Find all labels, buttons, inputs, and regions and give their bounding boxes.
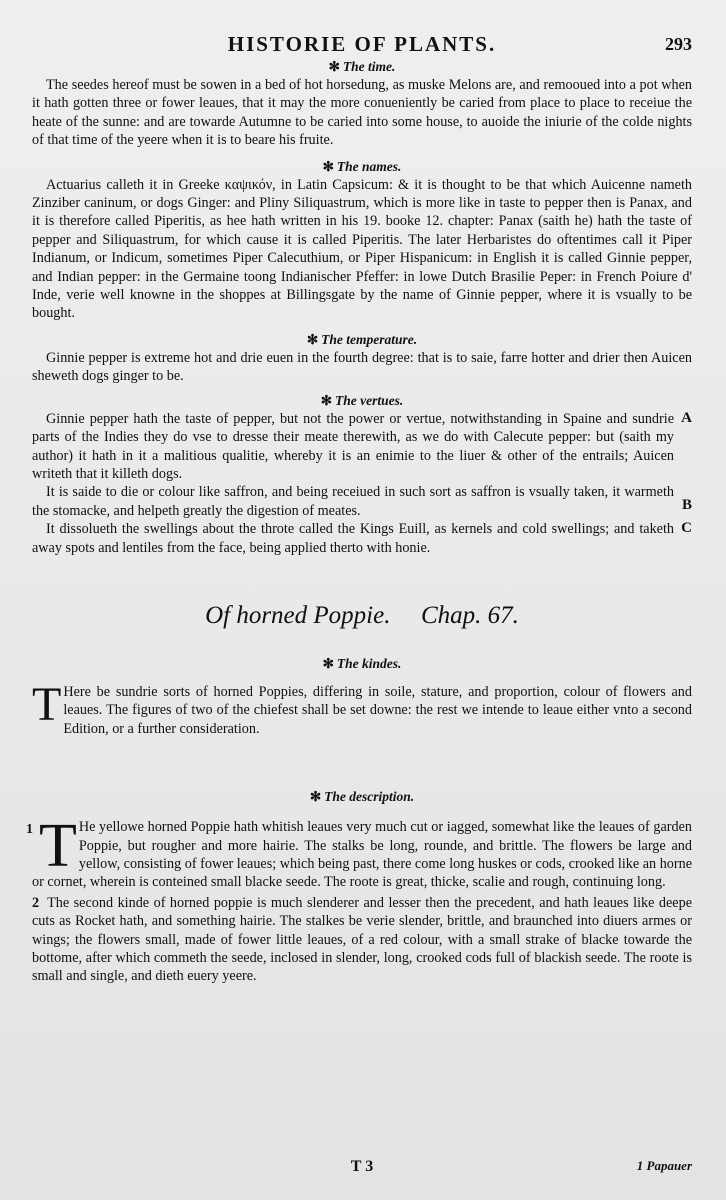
- asterisk-icon: ✻: [322, 655, 334, 671]
- section-heading-vertues: ✻ The vertues.: [320, 392, 404, 408]
- paragraph-time: The seedes hereof must be sowen in a bed of hot horsedung, as muske Melons are, and remooued into a pot when it hath gotten three or fower leaues, that it may the more conueniently be caried from place to place to receiue the heate of the sunne: and are towarde Autumne to be caried into some house, to auoide the iniurie of the colde nights of that time of the yeere when it is to beare his fruite.: [32, 77, 692, 149]
- paragraph-temperature: Ginnie pepper is extreme hot and drie euen in the fourth degree: that is to saie, farre hotter and drier then Auicen sheweth dogs ginger to be.: [32, 349, 692, 385]
- chapter-heading: [32, 601, 692, 631]
- section-heading-description: ✻ The description.: [309, 789, 415, 805]
- paragraph-names: Actuarius calleth it in Greeke καψικόν, in Latin Capsicum: & it is thought to be that which Auicenne nameth Zinziber caninum, or dogs Ginger: and Pliny Siliquastrum, which is more like in taste to pepper then is Panax, and it is therefore called Piperitis, as hee hath written in his 19. booke 12. chapter: Panax (saith he) hath the taste of pepper and Siliquastrum, for which cause it is called Piperitis. The later Herbaristes do oftentimes call it Piper Indianum, or Indicum, sometimes Piper Calecuthium, or Piper Hispanicum: in English it is called Ginnie pepper, and Indian pepper: in the Germaine toong Indianischer Pfeffer: in lowe Dutch Brasilie Peper: in French Poiure d' Inde, verie well knowne in the shoppes at Billingsgate by the name of Ginnie pepper, where it is vsually to be bought.: [32, 176, 692, 322]
- asterisk-icon: ✻: [309, 789, 322, 805]
- page-footer: [32, 1158, 692, 1182]
- drop-cap: T: [39, 812, 77, 881]
- paragraph-description-2: The second kinde of horned poppie is much slenderer and lesser then the precedent, and hath leaues like deepe cuts as Rocket hath, and something hairie. The stalkes be verie slender, brittle, and braunched into diuers armes or wings; the flowers small, made of fower little leaues, of a red colour, with a small strake of blacke towarde the bottome, after which commeth the seede, inclosed in slender, long, crooked cods full of blackish seede. The roote is small and single, and dieth euery yeere.: [32, 894, 692, 985]
- section-heading-time: ✻ The time.: [328, 59, 396, 74]
- drop-cap: T: [32, 677, 62, 731]
- section-heading-temperature: ✻ The temperature.: [306, 331, 418, 347]
- page-header: [32, 30, 692, 58]
- kindes-block: [32, 677, 692, 738]
- paragraph-vertue-a: Ginnie pepper hath the taste of pepper, but not the power or vertue, notwithstanding in Spaine and sundrie parts of the Indies they do vse to dresse their meate therewith, as we do with Calecute pepper: but (saith my author) it hath in it a malitious qualitie, whereby it is an enimie to the liuer & other of the entrails; Auicen writeth that it killeth dogs.: [32, 410, 674, 482]
- description-item-2: [32, 894, 692, 986]
- paragraph-vertue-c: It dissolueth the swellings about the throte called the Kings Euill, as kernels and cold swellings; and taketh away spots and lentiles from the face, being applied therto with honie.: [32, 521, 674, 556]
- description-item-1: [26, 812, 692, 892]
- vertues-block: [32, 410, 692, 557]
- page-number: 293: [665, 34, 692, 54]
- paragraph-vertue-b: It is saide to die or colour like saffron, and being receiued in such sort as saffron is vsually taken, it warmeth the stomacke, and helpeth greatly the digestion of meates.: [32, 484, 674, 519]
- item-number: 1: [26, 822, 33, 838]
- asterisk-icon: ✻: [322, 158, 334, 174]
- chapter-title: Of horned Poppie.: [205, 601, 391, 629]
- paragraph-kindes: Here be sundrie sorts of horned Poppies, differing in soile, stature, and proportion, colour of flowers and leaues. The figures of two of the chiefest shall be set downe: the rest we intende to leaue either vnto a second Edition, or a further consideration.: [63, 683, 692, 737]
- item-number: 2: [32, 894, 40, 911]
- section-heading-names: ✻ The names.: [322, 158, 402, 174]
- running-title: HISTORIE OF PLANTS.: [227, 32, 497, 56]
- asterisk-icon: ✻: [328, 59, 340, 74]
- asterisk-icon: ✻: [320, 392, 333, 408]
- signature-mark: T 3: [350, 1158, 374, 1175]
- catchword: 1 Papauer: [636, 1158, 692, 1173]
- chapter-number: Chap. 67.: [420, 601, 519, 629]
- margin-letter-c: C: [681, 520, 692, 537]
- margin-letter-a: A: [681, 409, 692, 426]
- section-heading-kindes: ✻ The kindes.: [322, 655, 402, 671]
- margin-letter-b: B: [681, 497, 692, 514]
- paragraph-description-1: He yellowe horned Poppie hath whitish leaues very much cut or iagged, somewhat like the leaues of garden Poppie, but rougher and more hairie. The stalks be long, rounde, and brittle. The flowers be large and yellow, consisting of fower leaues; which being past, there come long huskes or cods, crooked like an horne or cornet, wherein is conteined small blacke seede. The roote is great, thicke, scalie and rough, continuing long.: [32, 819, 692, 891]
- asterisk-icon: ✻: [306, 331, 319, 347]
